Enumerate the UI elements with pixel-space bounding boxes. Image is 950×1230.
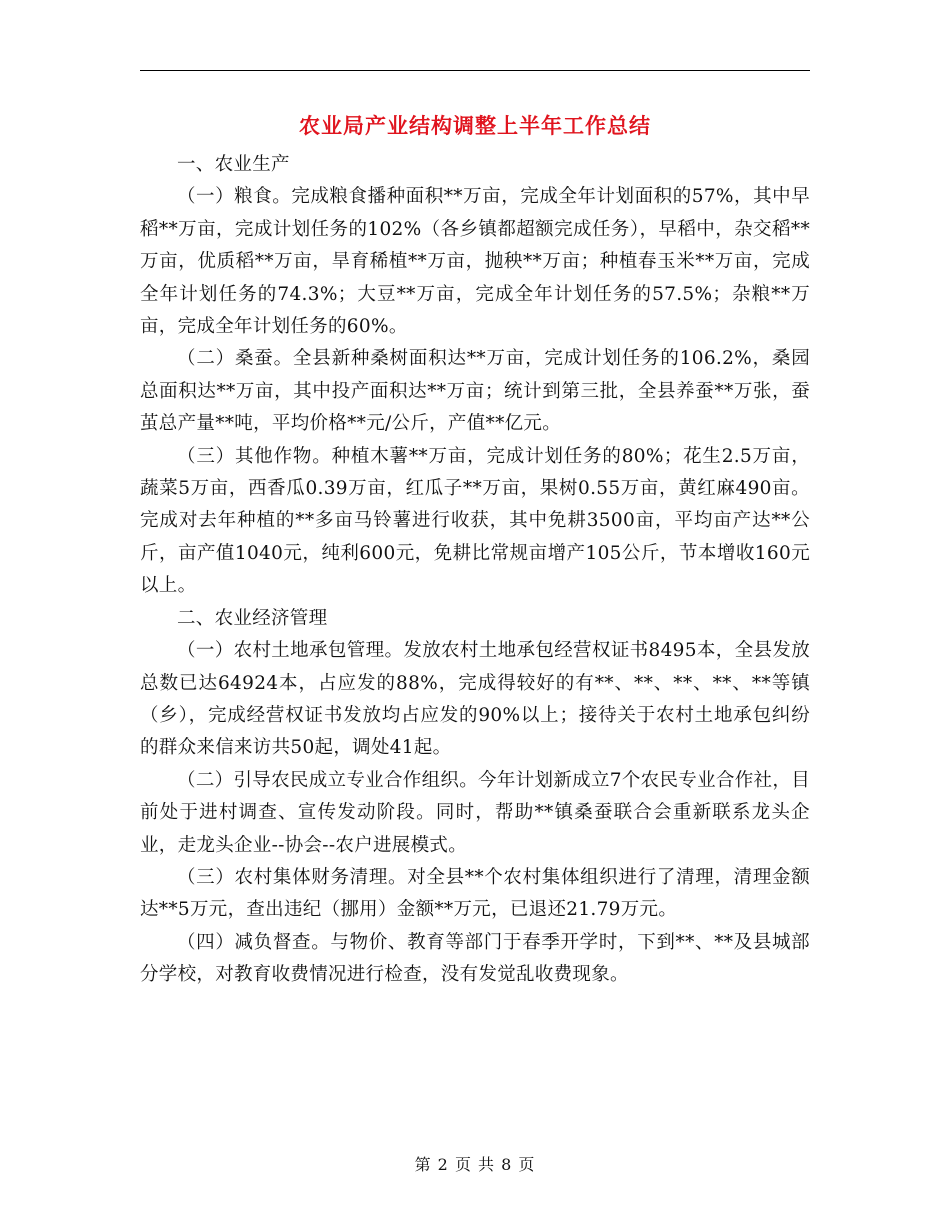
paragraph-finance-cleanup: （三）农村集体财务清理。对全县**个农村集体组织进行了清理，清理金额达**5万元，查出违纪（挪用）金额**万元，已退还21.79万元。 bbox=[140, 866, 810, 921]
document-title: 农业局产业结构调整上半年工作总结 bbox=[299, 114, 651, 138]
document-body bbox=[140, 149, 810, 992]
paragraph-land-contract: （一）农村土地承包管理。发放农村土地承包经营权证书8495本，全县发放总数已达64924本，占应发的88%，完成得较好的有**、**、**、**、**等镇（乡），完成经营权证书发放均占应发的90%以上；接待关于农村土地承包纠纷的群众来信来访共50起，调处41起。 bbox=[140, 640, 810, 759]
section-heading-economic-management: 二、农业经济管理 bbox=[177, 607, 328, 629]
header-rule bbox=[140, 70, 810, 71]
paragraph-burden-inspection: （四）减负督查。与物价、教育等部门于春季开学时，下到**、**及县城部分学校，对教育收费情况进行检查，没有发觉乱收费现象。 bbox=[140, 931, 810, 986]
page-number: 第 2 页 共 8 页 bbox=[414, 1155, 536, 1174]
paragraph-sericulture: （二）桑蚕。全县新种桑树面积达**万亩，完成计划任务的106.2%，桑园总面积达**万亩，其中投产面积达**万亩；统计到第三批，全县养蚕**万张，蚕茧总产量**吨，平均价格**元/公斤，产值**亿元。 bbox=[140, 348, 810, 435]
paragraph-cooperatives: （二）引导农民成立专业合作组织。今年计划新成立7个农民专业合作社，目前处于进村调查、宣传发动阶段。同时，帮助**镇桑蚕联合会重新联系龙头企业，走龙头企业--协会--农户进展模式。 bbox=[140, 769, 810, 856]
section-heading-agricultural-production: 一、农业生产 bbox=[177, 154, 290, 175]
paragraph-grain: （一）粮食。完成粮食播种面积**万亩，完成全年计划面积的57%，其中早稻**万亩，完成计划任务的102%（各乡镇都超额完成任务），早稻中，杂交稻**万亩，优质稻**万亩，旱育稀植**万亩，抛秧**万亩；种植春玉米**万亩，完成全年计划任务的74.3%；大豆**万亩，完成全年计划任务的57.5%；杂粮**万亩，完成全年计划任务的60%。 bbox=[140, 186, 810, 338]
paragraph-other-crops: （三）其他作物。种植木薯**万亩，完成计划任务的80%；花生2.5万亩，蔬菜5万亩，西香瓜0.39万亩，红瓜子**万亩，果树0.55万亩，黄红麻490亩。完成对去年种植的**多亩马铃薯进行收获，其中免耕3500亩，平均亩产达**公斤，亩产值1040元，纯利600元，免耕比常规亩增产105公斤，节本增收160元以上。 bbox=[140, 445, 810, 597]
